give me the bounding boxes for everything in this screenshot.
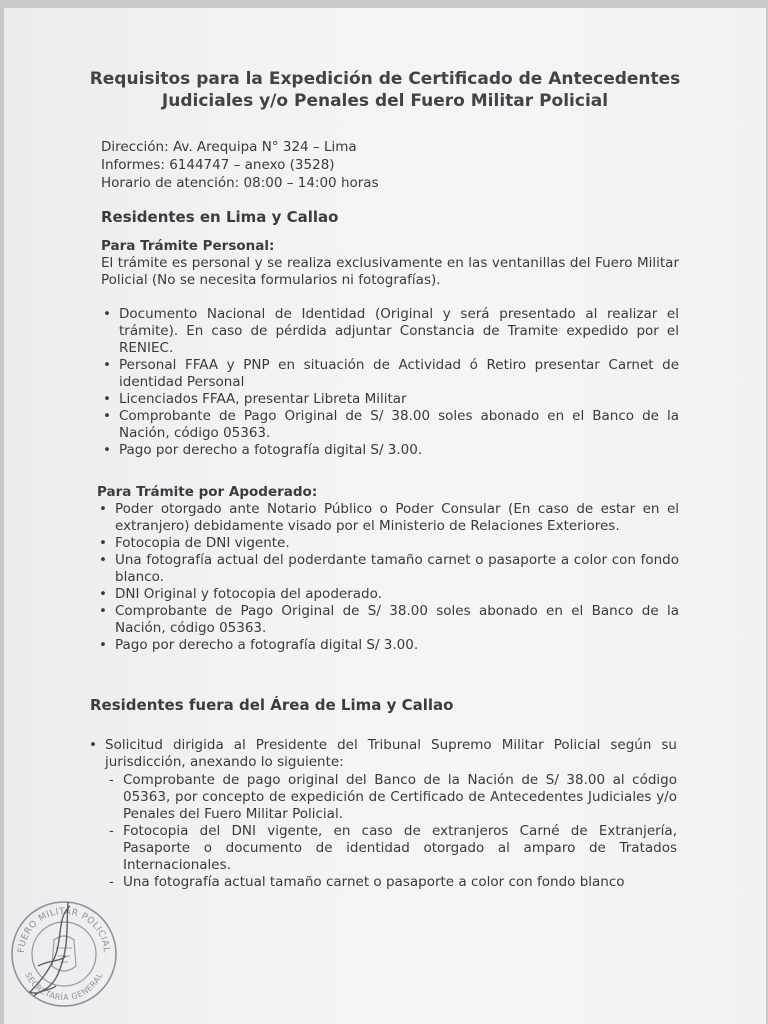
list-item: • Licenciados FFAA, presentar Libreta Militar (101, 391, 679, 408)
list-item: • Pago por derecho a fotografía digital S/ 3.00. (101, 442, 679, 459)
hours-line: Horario de atención: 08:00 – 14:00 horas (101, 175, 379, 191)
list-item: • Comprobante de Pago Original de S/ 38.00 soles abonado en el Banco de la Nación, código 05363. (101, 408, 679, 442)
list-item: • Poder otorgado ante Notario Público o Poder Consular (En caso de estar en el extranjero) debidamente visado por el Ministerio de Relaciones Exteriores. (97, 501, 679, 535)
list-item: • Documento Nacional de Identidad (Original y será presentado al realizar el trámite). En caso de pérdida adjuntar Constancia de Tramite expedido por el RENIEC. (101, 306, 679, 357)
section-heading-fuera: Residentes fuera del Área de Lima y Callao (90, 696, 454, 714)
personal-requirements-list (101, 306, 679, 459)
title-line-1: Requisitos para la Expedición de Certificado de Antecedentes (89, 69, 681, 89)
contact-info (101, 138, 379, 192)
subheading-personal: Para Trámite Personal: (101, 238, 275, 254)
section-heading-lima: Residentes en Lima y Callao (101, 208, 339, 226)
seal-text-bottom: SECRETARÍA GENERAL (23, 971, 105, 1003)
title-line-2: Judiciales y/o Penales del Fuero Militar Policial (161, 91, 609, 111)
apoderado-requirements-list (97, 501, 679, 654)
subheading-apoderado: Para Trámite por Apoderado: (97, 484, 318, 500)
personal-intro: El trámite es personal y se realiza exclusivamente en las ventanillas del Fuero Militar Policial (No se necesita formularios ni fotografías). (101, 255, 679, 288)
fuera-sublist (105, 772, 677, 891)
list-item: • Fotocopia de DNI vigente. (97, 535, 679, 552)
sublist-item: - Comprobante de pago original del Banco de la Nación de S/ 38.00 al código 05363, por concepto de expedición de Certificado de Antecedentes Judiciales y/o Penales del Fuero Militar Policial. (105, 772, 677, 823)
document-page (4, 8, 766, 1024)
list-item: • Comprobante de Pago Original de S/ 38.00 soles abonado en el Banco de la Nación, código 05363. (97, 603, 679, 637)
list-item (87, 737, 677, 891)
sublist-item: - Fotocopia del DNI vigente, en caso de extranjeros Carné de Extranjería, Pasaporte o documento de identidad otorgado al amparo de Tratados Internacionales. (105, 823, 677, 874)
seal-text-top: FUERO MILITAR POLICIAL (16, 906, 112, 954)
document-title (4, 68, 766, 112)
official-seal-stamp (8, 896, 120, 1008)
phone-line: Informes: 6144747 – anexo (3528) (101, 157, 335, 173)
sublist-item: - Una fotografía actual tamaño carnet o pasaporte a color con fondo blanco (105, 874, 677, 891)
fuera-intro: Solicitud dirigida al Presidente del Tribunal Supremo Militar Policial según su jurisdicción, anexando lo siguiente: (105, 737, 677, 770)
list-item: • Pago por derecho a fotografía digital S/ 3.00. (97, 637, 679, 654)
list-item: • DNI Original y fotocopia del apoderado. (97, 586, 679, 603)
list-item: • Personal FFAA y PNP en situación de Actividad ó Retiro presentar Carnet de identidad Personal (101, 357, 679, 391)
list-item: • Una fotografía actual del poderdante tamaño carnet o pasaporte a color con fondo blanco. (97, 552, 679, 586)
address-line: Dirección: Av. Arequipa N° 324 – Lima (101, 139, 357, 155)
fuera-requirements-list (87, 737, 677, 891)
